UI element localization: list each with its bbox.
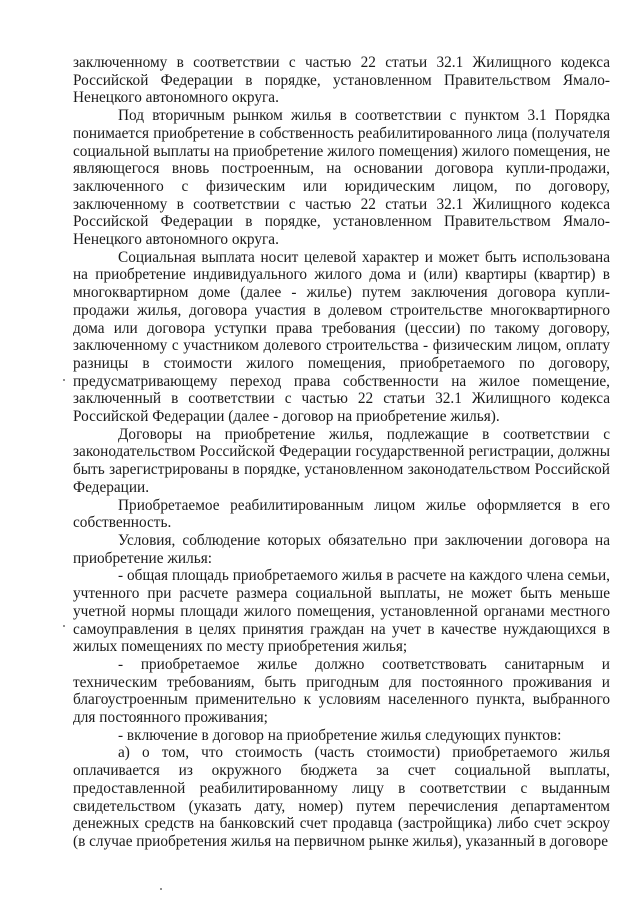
list-item-area-norm: - общая площадь приобретаемого жилья в расчете на каждого члена семьи, учтенного при расчете размера социальной выплаты, не может быть меньше учетной нормы площади жилого помещения, установленной органами местного самоуправления в целях принятия граждан на учет в качестве нуждающихся в жилых помещениях по месту приобретения жилья; [73,567,610,656]
paragraph-state-registration: Договоры на приобретение жилья, подлежащие в соответствии с законодательством Российской Федерации государственной регистрации, должны быть зарегистрированы в порядке, установленном законодательством Российской Федерации. [73,425,610,496]
scan-speck [63,379,65,381]
paragraph-conditions-intro: Условия, соблюдение которых обязательно при заключении договора на приобретение жилья: [73,531,610,567]
paragraph-secondary-market: Под вторичным рынком жилья в соответствии с пунктом 3.1 Порядка понимается приобретение в собственность реабилитированного лица (получателя социальной выплаты на приобретение жилого помещения) жилого помещения, не являющегося вновь построенным, на основании договора купли-продажи, заключенного с физическим или юридическим лицом, по договору, заключенному в соответствии с частью 22 статьи 32.1 Жилищного кодекса Российской Федерации в порядке, установленном Правительством Ямало-Ненецкого автономного округа. [73,107,610,249]
list-item-clause-a: а) о том, что стоимость (часть стоимости) приобретаемого жилья оплачивается из окружного бюджета за счет социальной выплаты, предоставленной реабилитированному лицу в соответствии с выданным свидетельством (указать дату, номер) путем перечисления департаментом денежных средств на банковский счет продавца (застройщика) либо счет эскроу (в случае приобретения жилья на первичном рынке жилья), указанный в договоре [73,744,610,850]
paragraph-ownership: Приобретаемое реабилитированным лицом жилье оформляется в его собственность. [73,496,610,532]
list-item-sanitary-requirements: - приобретаемое жилье должно соответствовать санитарным и техническим требованиям, быть пригодным для постоянного проживания и благоустроенным применительно к условиям населенного пункта, выбранного для постоянного проживания; [73,655,610,727]
paragraph-continuation: заключенному в соответствии с частью 22 статьи 32.1 Жилищного кодекса Российской Федерации в порядке, установленном Правительством Ямало-Ненецкого автономного округа. [73,54,610,107]
document-body [73,54,610,851]
list-item-contract-clauses: - включение в договор на приобретение жилья следующих пунктов: [118,726,562,744]
scan-speck [160,888,162,890]
paragraph-social-payment-purpose: Социальная выплата носит целевой характер и может быть использована на приобретение индивидуального жилого дома и (или) квартиры (квартир) в многоквартирном доме (далее - жилье) путем заключения договора купли-продажи жилья, договора участия в долевом строительстве многоквартирного дома или договора уступки права требования (цессии) по такому договору, заключенному с участником долевого строительства - физическим лицом, оплату разницы в стоимости жилого помещения, приобретаемого по договору, предусматривающему переход права собственности на жилое помещение, заключенный в соответствии с частью 22 статьи 32.1 Жилищного кодекса Российской Федерации (далее - договор на приобретение жилья). [73,248,610,426]
scan-speck [63,625,65,627]
